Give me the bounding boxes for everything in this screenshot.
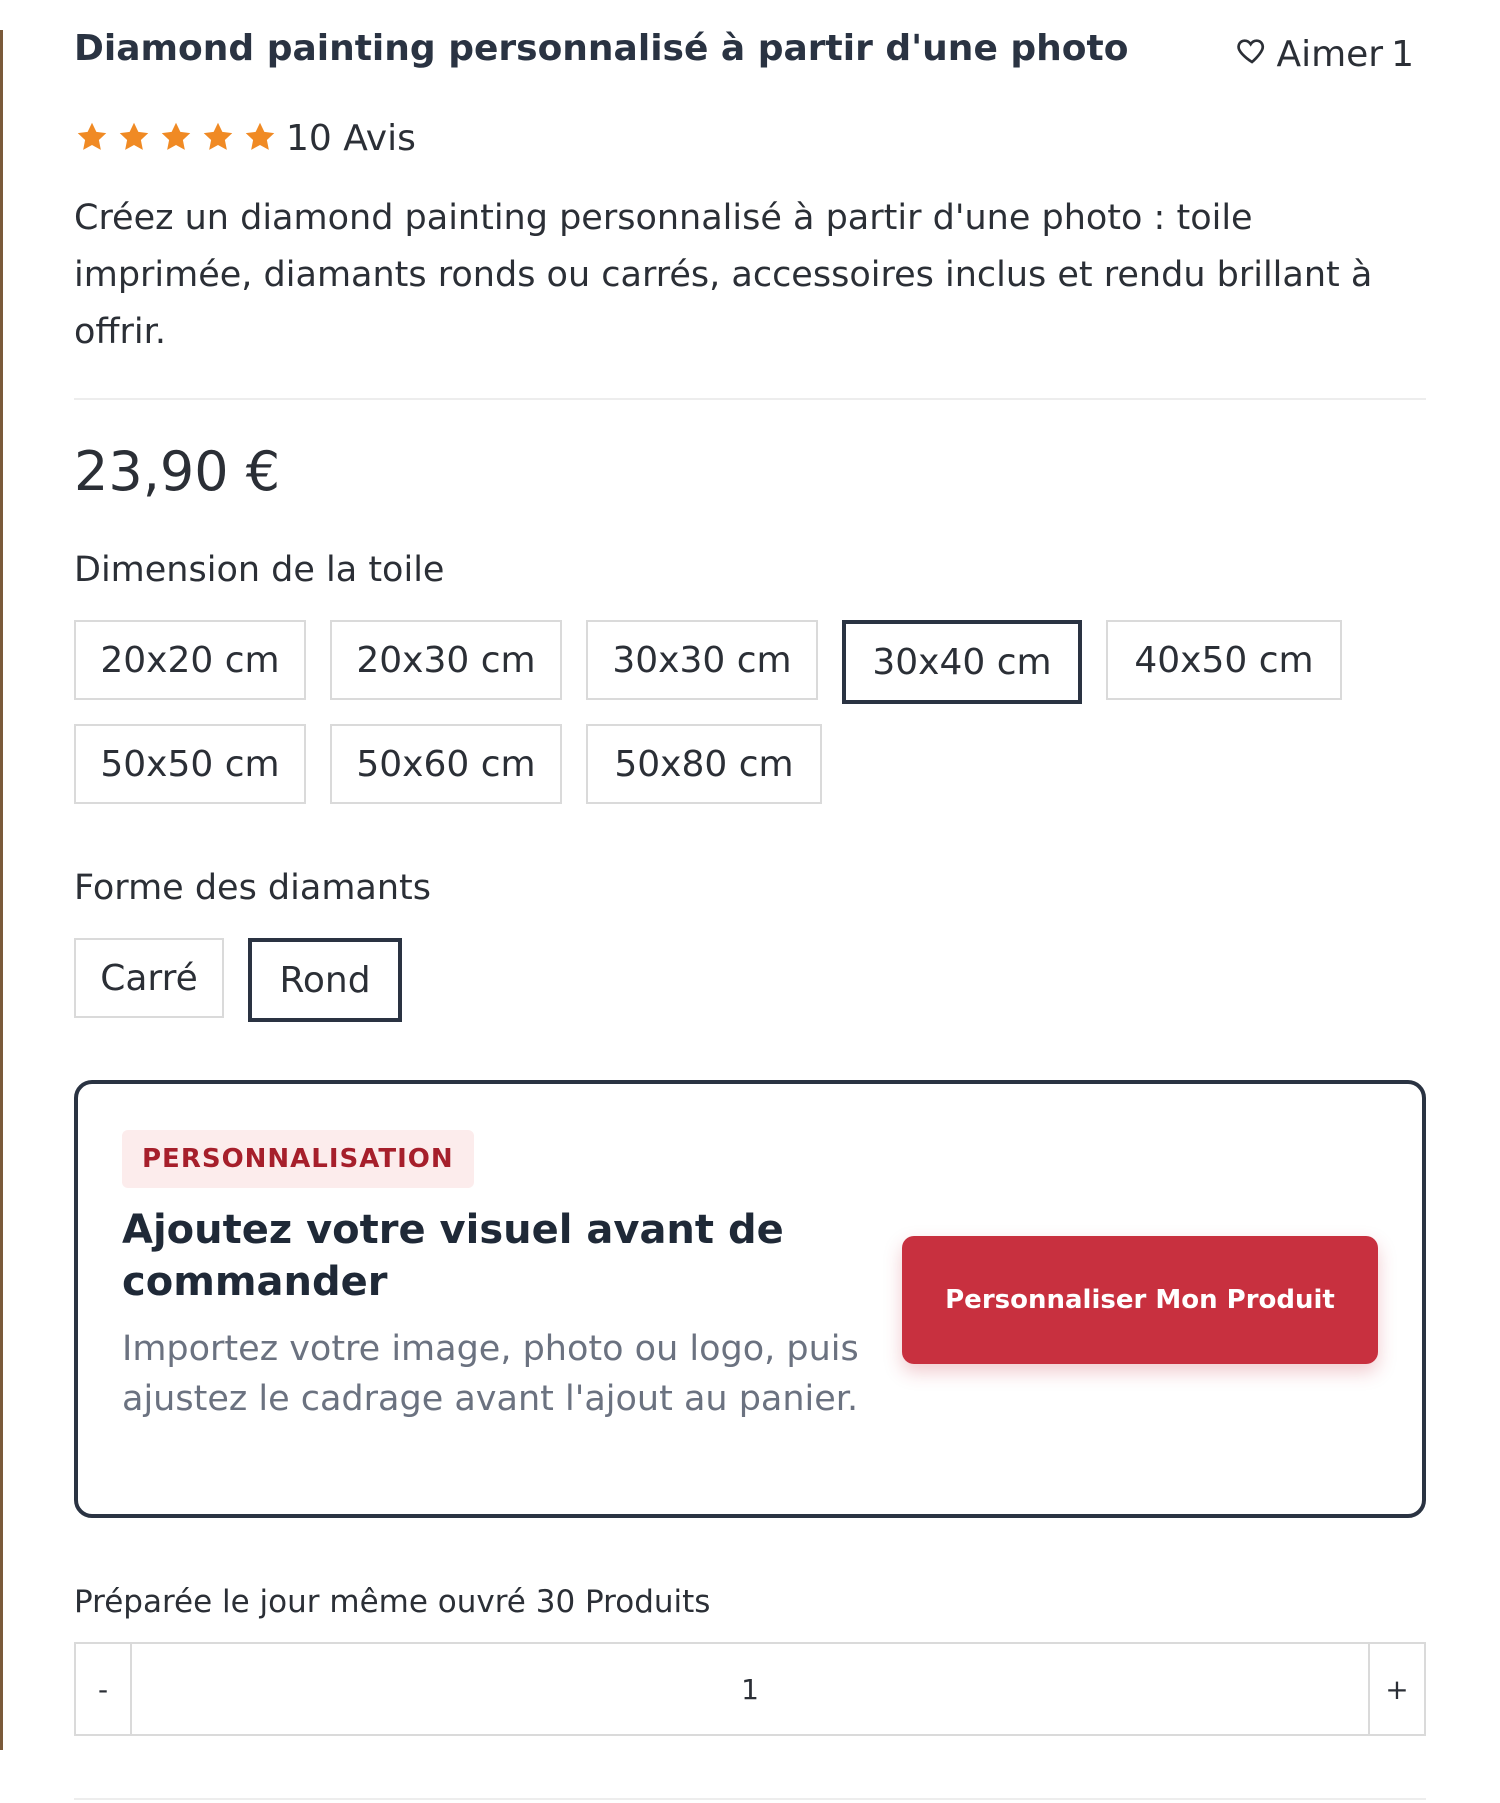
dimension-option[interactable]: 50x60 cm <box>330 724 562 804</box>
dimension-option[interactable]: 20x20 cm <box>74 620 306 700</box>
like-label: Aimer <box>1276 34 1384 75</box>
dimension-option[interactable]: 50x80 cm <box>586 724 822 804</box>
star-icon <box>116 119 152 159</box>
quantity-decrement-button[interactable]: - <box>76 1644 132 1734</box>
star-icon <box>242 119 278 159</box>
heart-icon <box>1236 34 1268 75</box>
reviews-count[interactable]: 10 Avis <box>286 118 416 159</box>
shape-option-round-selected[interactable]: Rond <box>248 938 402 1022</box>
rating[interactable] <box>74 118 416 159</box>
like-count: 1 <box>1391 34 1414 75</box>
dimension-option[interactable]: 50x50 cm <box>74 724 306 804</box>
dimension-option[interactable]: 20x30 cm <box>330 620 562 700</box>
divider <box>74 1798 1426 1800</box>
quantity-input[interactable] <box>132 1644 1368 1734</box>
left-edge-decoration <box>0 30 3 1750</box>
title-row <box>74 28 1426 88</box>
shape-option-square[interactable]: Carré <box>74 938 224 1018</box>
personalization-title: Ajoutez votre visuel avant de commander <box>122 1207 784 1305</box>
dimension-option[interactable]: 40x50 cm <box>1106 620 1342 700</box>
star-icon <box>158 119 194 159</box>
product-price: 23,90 € <box>74 440 281 503</box>
personalization-description: Importez votre image, photo ou logo, puis ajustez le cadrage avant l'ajout au panier. <box>122 1329 859 1419</box>
dimension-option[interactable]: 30x30 cm <box>586 620 818 700</box>
stock-note: Préparée le jour même ouvré 30 Produits <box>74 1584 711 1620</box>
product-description: Créez un diamond painting personnalisé à partir d'une photo : toile imprimée, diamants ronds ou carrés, accessoires inclus et rendu brillant à offrir. <box>74 198 1373 352</box>
star-icon <box>74 119 110 159</box>
product-title: Diamond painting personnalisé à partir d'une photo <box>74 28 1129 69</box>
dimension-label: Dimension de la toile <box>74 550 445 590</box>
dimension-option-selected[interactable]: 30x40 cm <box>842 620 1082 704</box>
personalization-card <box>74 1080 1426 1518</box>
quantity-increment-button[interactable]: + <box>1368 1644 1424 1734</box>
like-button[interactable] <box>1236 34 1414 75</box>
personalize-product-button[interactable]: Personnaliser Mon Produit <box>902 1236 1378 1364</box>
divider <box>74 398 1426 400</box>
personalization-badge: PERSONNALISATION <box>122 1130 474 1188</box>
rating-stars <box>74 119 278 159</box>
quantity-stepper <box>74 1642 1426 1736</box>
shape-label: Forme des diamants <box>74 868 432 908</box>
star-icon <box>200 119 236 159</box>
